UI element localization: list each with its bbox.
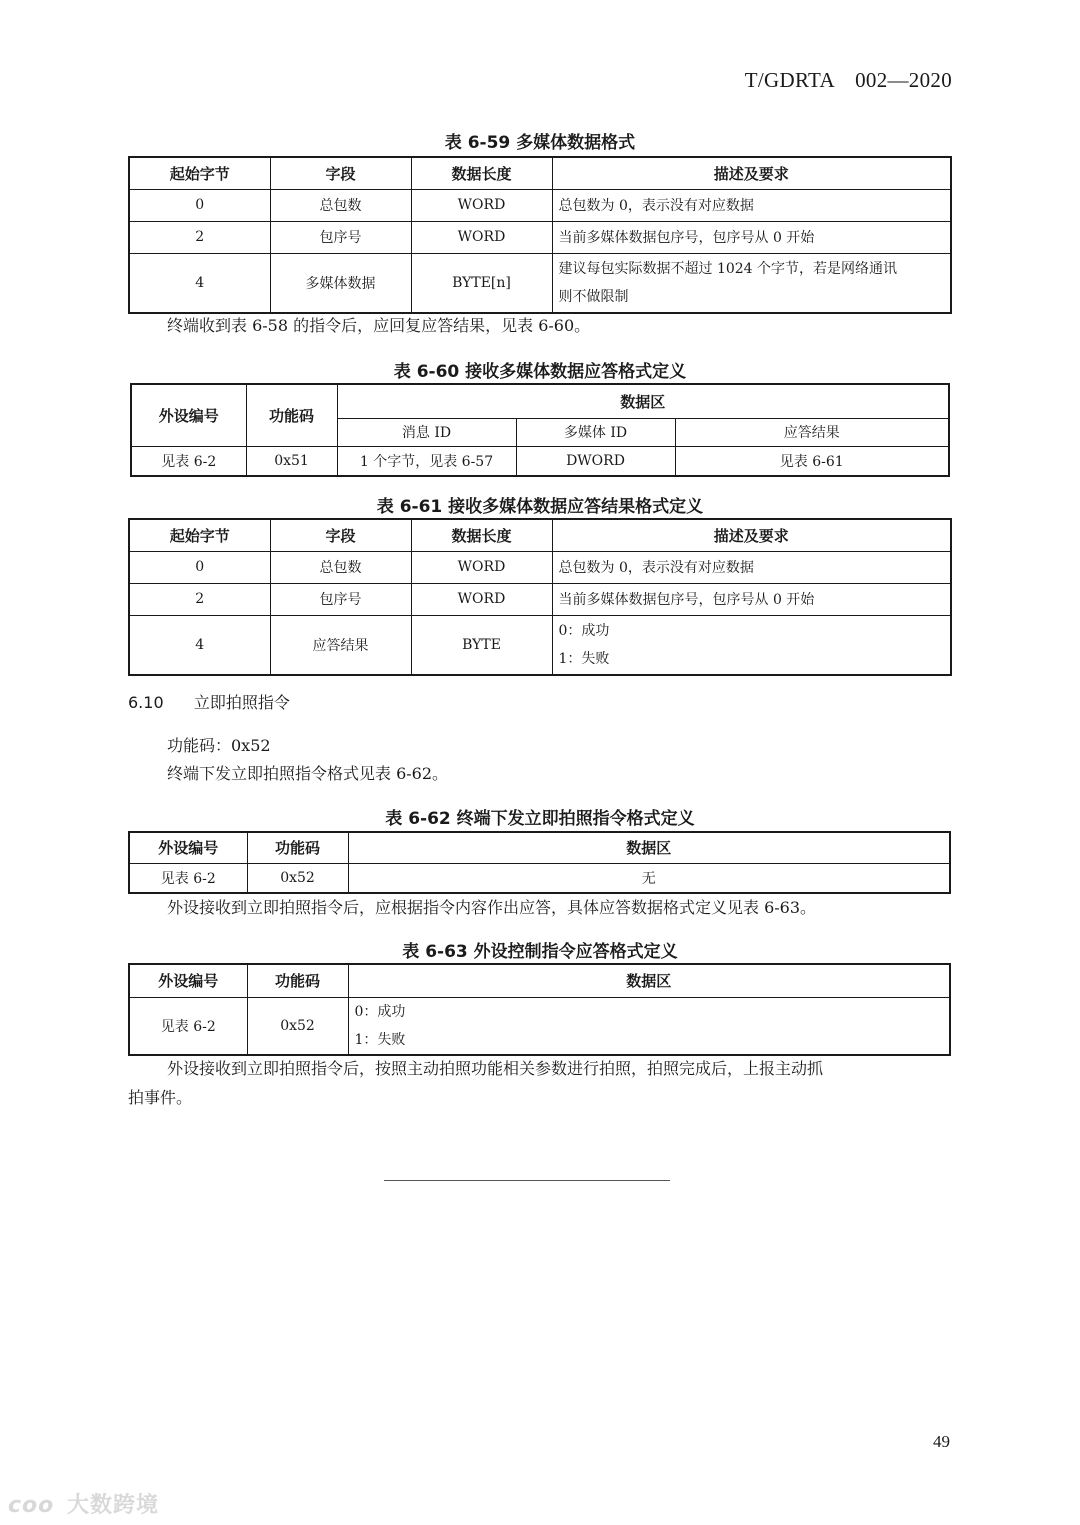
table-row — [129, 551, 951, 583]
table-6-61 — [128, 518, 952, 676]
cell: 0 — [129, 189, 270, 221]
end-rule — [384, 1180, 670, 1181]
paragraph: 外设接收到立即拍照指令后，按照主动拍照功能相关参数进行拍照，拍照完成后，上报主动抓 — [167, 1059, 824, 1078]
cell-line: 0：成功 — [558, 622, 610, 639]
section-number: 6.10 — [128, 693, 164, 712]
sub-header: 消息 ID — [337, 418, 516, 446]
cell: BYTE — [411, 615, 552, 675]
cell: 包序号 — [270, 583, 411, 615]
cell: 0 — [129, 551, 270, 583]
cell: 0x52 — [247, 997, 348, 1055]
table-header-row — [131, 384, 949, 418]
table-header-row — [129, 832, 950, 863]
table-6-60-caption: 表 6-60 接收多媒体数据应答格式定义 — [393, 362, 687, 382]
cell: WORD — [411, 189, 552, 221]
cell: 见表 6-2 — [129, 997, 247, 1055]
col-header: 功能码 — [246, 384, 337, 446]
cell — [552, 253, 951, 313]
cell: DWORD — [516, 446, 675, 476]
cell: 1 个字节，见表 6-57 — [337, 446, 516, 476]
cell: WORD — [411, 551, 552, 583]
table-row — [131, 446, 949, 476]
col-header: 描述及要求 — [552, 157, 951, 189]
cell: 见表 6-2 — [129, 863, 247, 893]
table-header-row — [129, 964, 950, 997]
cell: WORD — [411, 583, 552, 615]
sub-header: 应答结果 — [675, 418, 949, 446]
cell-line: 建议每包实际数据不超过 1024 个字节，若是网络通讯 — [558, 260, 898, 277]
table-row — [129, 189, 951, 221]
table-row — [129, 997, 950, 1055]
col-header: 数据区 — [348, 964, 950, 997]
cell: 2 — [129, 583, 270, 615]
cell: 总包数 — [270, 551, 411, 583]
cell: 包序号 — [270, 221, 411, 253]
cell: 见表 6-2 — [131, 446, 246, 476]
cell: 总包数为 0，表示没有对应数据 — [552, 551, 951, 583]
cell: 多媒体数据 — [270, 253, 411, 313]
col-header: 数据区 — [348, 832, 950, 863]
section-heading — [128, 690, 290, 713]
watermark-text: 大数跨境 — [66, 1493, 159, 1518]
table-6-60 — [130, 383, 950, 477]
col-header: 数据长度 — [411, 519, 552, 551]
col-header: 数据长度 — [411, 157, 552, 189]
table-6-62 — [128, 831, 951, 894]
cell: 0x52 — [247, 863, 348, 893]
table-header-row — [129, 157, 951, 189]
cell: 0x51 — [246, 446, 337, 476]
cell: 无 — [348, 863, 950, 893]
cell: 当前多媒体数据包序号，包序号从 0 开始 — [552, 221, 951, 253]
col-header: 描述及要求 — [552, 519, 951, 551]
table-row — [129, 863, 950, 893]
col-header: 外设编号 — [129, 832, 247, 863]
watermark-logo-icon: ᴄᴏᴏ — [8, 1493, 55, 1518]
page-number: 49 — [933, 1432, 950, 1451]
col-header: 起始字节 — [129, 519, 270, 551]
col-header: 外设编号 — [129, 964, 247, 997]
table-header-row — [129, 519, 951, 551]
cell: WORD — [411, 221, 552, 253]
table-6-63 — [128, 963, 951, 1056]
col-header: 字段 — [270, 519, 411, 551]
cell: 总包数为 0，表示没有对应数据 — [552, 189, 951, 221]
cell — [348, 997, 950, 1055]
table-6-62-caption: 表 6-62 终端下发立即拍照指令格式定义 — [385, 809, 695, 829]
table-row — [129, 253, 951, 313]
cell-line: 1：失败 — [354, 1031, 406, 1048]
watermark — [8, 1488, 159, 1519]
paragraph: 终端收到表 6-58 的指令后，应回复应答结果，见表 6-60。 — [167, 316, 591, 335]
cell: 2 — [129, 221, 270, 253]
col-header: 外设编号 — [131, 384, 246, 446]
section-title: 立即拍照指令 — [193, 693, 290, 712]
col-header: 字段 — [270, 157, 411, 189]
cell: 当前多媒体数据包序号，包序号从 0 开始 — [552, 583, 951, 615]
sub-header: 多媒体 ID — [516, 418, 675, 446]
paragraph: 外设接收到立即拍照指令后，应根据指令内容作出应答，具体应答数据格式定义见表 6-63。 — [167, 898, 817, 917]
paragraph: 终端下发立即拍照指令格式见表 6-62。 — [167, 764, 449, 783]
cell-line: 1：失败 — [558, 650, 610, 667]
table-row — [129, 221, 951, 253]
col-header: 功能码 — [247, 964, 348, 997]
col-header: 起始字节 — [129, 157, 270, 189]
cell: 总包数 — [270, 189, 411, 221]
cell: 4 — [129, 615, 270, 675]
table-6-63-caption: 表 6-63 外设控制指令应答格式定义 — [402, 942, 678, 962]
cell: BYTE[n] — [411, 253, 552, 313]
cell: 应答结果 — [270, 615, 411, 675]
col-header: 功能码 — [247, 832, 348, 863]
cell: 见表 6-61 — [675, 446, 949, 476]
cell: 4 — [129, 253, 270, 313]
table-6-59 — [128, 156, 952, 314]
cell-line: 0：成功 — [354, 1003, 406, 1020]
table-6-61-caption: 表 6-61 接收多媒体数据应答结果格式定义 — [376, 497, 704, 517]
paragraph-continuation: 拍事件。 — [128, 1088, 193, 1107]
cell — [552, 615, 951, 675]
col-header: 数据区 — [337, 384, 949, 418]
paragraph: 功能码：0x52 — [167, 736, 271, 755]
table-row — [129, 615, 951, 675]
cell-line: 则不做限制 — [558, 288, 629, 305]
table-row — [129, 583, 951, 615]
document-id-header: T/GDRTA 002—2020 — [744, 68, 952, 92]
table-6-59-caption: 表 6-59 多媒体数据格式 — [444, 133, 636, 153]
